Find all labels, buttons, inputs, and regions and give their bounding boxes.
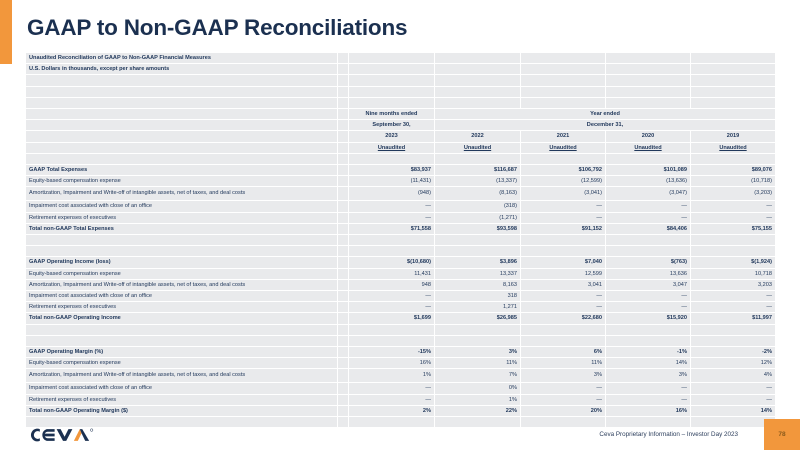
blank-cell (606, 153, 691, 164)
row-value-2020: (3,047) (606, 187, 691, 201)
row-label: Retirement expenses of executives (26, 302, 338, 313)
blank-row (26, 86, 776, 97)
year-header-2023: 2023 (349, 131, 435, 142)
row-value-2022: 7% (435, 369, 521, 383)
row-value-2020: 16% (606, 405, 691, 416)
spacer-cell (338, 108, 349, 119)
blank-cell (606, 246, 691, 257)
nine-months-date-header: September 30, (349, 120, 435, 131)
row-value-2019: $75,155 (691, 223, 776, 234)
row-value-2021: — (521, 302, 606, 313)
spacer-cell (338, 346, 349, 357)
spacer-cell (338, 257, 349, 268)
row-value-2022: 3% (435, 346, 521, 357)
spacer-cell (338, 97, 349, 108)
blank-cell (606, 416, 691, 427)
row-value-2022: 0% (435, 383, 521, 394)
blank-cell (435, 86, 521, 97)
blank-cell (26, 97, 338, 108)
caption-line-2: U.S. Dollars in thousands, except per share amounts (26, 64, 338, 75)
audit-label-2023: Unaudited (349, 142, 435, 153)
row-value-2023: (948) (349, 187, 435, 201)
spacer-cell (338, 369, 349, 383)
spacer-cell (338, 75, 349, 86)
blank-cell (349, 97, 435, 108)
table-row (26, 164, 776, 175)
row-label: Total non-GAAP Operating Margin ($) (26, 405, 338, 416)
blank-cell (349, 335, 435, 346)
row-value-2021: — (521, 383, 606, 394)
year-header-row (26, 131, 776, 142)
row-value-2023: 1% (349, 369, 435, 383)
row-label: Retirement expenses of executives (26, 394, 338, 405)
row-label: Amortization, Impairment and Write-off of intangible assets, net of taxes, and deal costs (26, 187, 338, 201)
row-value-2021: — (521, 212, 606, 223)
nine-months-group-header: Nine months ended (349, 108, 435, 119)
row-value-2020: $15,920 (606, 313, 691, 324)
spacer-cell (338, 290, 349, 301)
blank-cell (26, 75, 338, 86)
year-ended-date-header: December 31, (435, 120, 776, 131)
spacer-cell (338, 313, 349, 324)
row-value-2019: 12% (691, 358, 776, 369)
row-value-2022: (8,163) (435, 187, 521, 201)
row-value-2023: — (349, 290, 435, 301)
blank-cell (521, 324, 606, 335)
row-value-2020: -1% (606, 346, 691, 357)
row-value-2022: $93,598 (435, 223, 521, 234)
blank-row (26, 324, 776, 335)
blank-cell (435, 416, 521, 427)
caption-filler-cell (606, 64, 691, 75)
row-value-2019: — (691, 201, 776, 212)
blank-row (26, 75, 776, 86)
row-value-2020: 3% (606, 369, 691, 383)
table-row (26, 358, 776, 369)
blank-cell (521, 335, 606, 346)
reconciliation-table (25, 52, 776, 428)
spacer-cell (338, 131, 349, 142)
spacer-cell (338, 223, 349, 234)
row-label: Retirement expenses of executives (26, 212, 338, 223)
row-label: GAAP Operating Income (loss) (26, 257, 338, 268)
blank-cell (691, 416, 776, 427)
row-value-2023: $1,699 (349, 313, 435, 324)
blank-cell (521, 246, 606, 257)
spacer-cell (338, 405, 349, 416)
row-value-2022: $26,985 (435, 313, 521, 324)
blank-cell (26, 108, 338, 119)
row-value-2021: 20% (521, 405, 606, 416)
spacer-cell (338, 279, 349, 290)
row-value-2023: 948 (349, 279, 435, 290)
row-value-2020: 13,636 (606, 268, 691, 279)
table-row (26, 279, 776, 290)
row-value-2023: 2% (349, 405, 435, 416)
table-body (26, 53, 776, 428)
blank-cell (691, 97, 776, 108)
blank-cell (26, 86, 338, 97)
blank-row (26, 416, 776, 427)
year-header-2019: 2019 (691, 131, 776, 142)
spacer-cell (338, 335, 349, 346)
row-value-2019: $11,997 (691, 313, 776, 324)
row-value-2019: 4% (691, 369, 776, 383)
period-group-header-row (26, 108, 776, 119)
spacer-cell (338, 416, 349, 427)
year-header-2022: 2022 (435, 131, 521, 142)
spacer-cell (338, 176, 349, 187)
caption-filler-cell (521, 64, 606, 75)
spacer-cell (338, 383, 349, 394)
blank-cell (349, 86, 435, 97)
table-row (26, 290, 776, 301)
blank-cell (606, 97, 691, 108)
orange-accent-bar (0, 0, 12, 64)
year-header-2020: 2020 (606, 131, 691, 142)
row-value-2020: $(763) (606, 257, 691, 268)
row-value-2020: — (606, 212, 691, 223)
page-title: GAAP to Non-GAAP Reconciliations (27, 15, 408, 40)
blank-row (26, 97, 776, 108)
row-label: Equity-based compensation expense (26, 358, 338, 369)
row-value-2023: — (349, 302, 435, 313)
row-label: Amortization, Impairment and Write-off of intangible assets, net of taxes, and deal costs (26, 279, 338, 290)
table-row (26, 212, 776, 223)
audit-label-2019: Unaudited (691, 142, 776, 153)
row-value-2023: — (349, 201, 435, 212)
caption-filler-cell (521, 53, 606, 64)
row-value-2020: 3,047 (606, 279, 691, 290)
audit-label-2021: Unaudited (521, 142, 606, 153)
spacer-cell (338, 394, 349, 405)
blank-cell (26, 335, 338, 346)
row-value-2021: $7,040 (521, 257, 606, 268)
row-value-2021: $91,152 (521, 223, 606, 234)
row-label: Amortization, Impairment and Write-off of intangible assets, net of taxes, and deal costs (26, 369, 338, 383)
blank-cell (691, 153, 776, 164)
blank-cell (435, 234, 521, 245)
row-value-2019: — (691, 383, 776, 394)
row-label: GAAP Operating Margin (%) (26, 346, 338, 357)
row-value-2022: $116,687 (435, 164, 521, 175)
row-value-2021: 11% (521, 358, 606, 369)
blank-cell (521, 416, 606, 427)
ceva-logo (27, 424, 101, 446)
blank-cell (606, 86, 691, 97)
row-label: Total non-GAAP Total Expenses (26, 223, 338, 234)
row-value-2021: (12,599) (521, 176, 606, 187)
blank-cell (691, 335, 776, 346)
spacer-cell (338, 53, 349, 64)
row-value-2019: 3,203 (691, 279, 776, 290)
spacer-cell (338, 120, 349, 131)
row-label: Impairment cost associated with close of an office (26, 290, 338, 301)
blank-cell (435, 153, 521, 164)
row-value-2020: (13,636) (606, 176, 691, 187)
row-value-2022: $3,896 (435, 257, 521, 268)
row-value-2019: — (691, 302, 776, 313)
blank-cell (349, 246, 435, 257)
spacer-cell (338, 64, 349, 75)
blank-cell (435, 335, 521, 346)
row-value-2023: $(10,680) (349, 257, 435, 268)
blank-cell (26, 324, 338, 335)
blank-cell (26, 153, 338, 164)
row-value-2022: 1% (435, 394, 521, 405)
row-label: GAAP Total Expenses (26, 164, 338, 175)
blank-cell (349, 416, 435, 427)
spacer-cell (338, 153, 349, 164)
caption-filler-cell (349, 53, 435, 64)
blank-cell (691, 75, 776, 86)
row-value-2020: — (606, 290, 691, 301)
row-value-2023: $83,937 (349, 164, 435, 175)
spacer-cell (338, 268, 349, 279)
page-number-badge: 78 (764, 419, 800, 450)
audit-status-header-row (26, 142, 776, 153)
row-value-2022: (318) (435, 201, 521, 212)
table-row (26, 201, 776, 212)
row-value-2021: 3% (521, 369, 606, 383)
year-ended-group-header: Year ended (435, 108, 776, 119)
spacer-cell (338, 164, 349, 175)
table-row (26, 383, 776, 394)
row-value-2022: 8,163 (435, 279, 521, 290)
blank-cell (349, 75, 435, 86)
blank-cell (435, 97, 521, 108)
row-value-2019: 10,718 (691, 268, 776, 279)
row-value-2021: — (521, 290, 606, 301)
row-value-2020: $101,089 (606, 164, 691, 175)
spacer-cell (338, 324, 349, 335)
spacer-cell (338, 187, 349, 201)
caption-filler-cell (691, 64, 776, 75)
row-value-2023: $71,558 (349, 223, 435, 234)
row-value-2023: — (349, 383, 435, 394)
spacer-cell (338, 86, 349, 97)
row-value-2019: — (691, 212, 776, 223)
blank-cell (26, 234, 338, 245)
footer-note: Ceva Proprietary Information – Investor Day 2023 (599, 431, 738, 438)
row-label: Impairment cost associated with close of an office (26, 383, 338, 394)
blank-cell (521, 86, 606, 97)
row-value-2020: — (606, 201, 691, 212)
table-row (26, 394, 776, 405)
blank-cell (521, 153, 606, 164)
row-value-2020: — (606, 394, 691, 405)
row-value-2019: $89,076 (691, 164, 776, 175)
row-value-2021: — (521, 201, 606, 212)
row-label: Total non-GAAP Operating Income (26, 313, 338, 324)
row-value-2022: (1,271) (435, 212, 521, 223)
caption-row-1 (26, 53, 776, 64)
blank-cell (349, 153, 435, 164)
spacer-cell (338, 212, 349, 223)
row-value-2019: $(1,924) (691, 257, 776, 268)
blank-cell (606, 234, 691, 245)
row-value-2023: — (349, 212, 435, 223)
row-value-2022: (13,337) (435, 176, 521, 187)
row-value-2023: (11,431) (349, 176, 435, 187)
row-label: Equity-based compensation expense (26, 268, 338, 279)
row-value-2021: $22,680 (521, 313, 606, 324)
blank-cell (606, 324, 691, 335)
row-value-2019: -2% (691, 346, 776, 357)
blank-cell (606, 335, 691, 346)
caption-line-1: Unaudited Reconciliation of GAAP to Non-GAAP Financial Measures (26, 53, 338, 64)
table-row (26, 313, 776, 324)
blank-cell (435, 324, 521, 335)
blank-cell (521, 234, 606, 245)
caption-row-2 (26, 64, 776, 75)
row-value-2021: $106,792 (521, 164, 606, 175)
table-row (26, 187, 776, 201)
row-value-2021: 6% (521, 346, 606, 357)
blank-cell (349, 234, 435, 245)
row-value-2023: 16% (349, 358, 435, 369)
blank-row (26, 153, 776, 164)
financial-table-container (25, 52, 775, 428)
row-value-2021: (3,041) (521, 187, 606, 201)
blank-row (26, 234, 776, 245)
row-value-2022: 11% (435, 358, 521, 369)
table-row (26, 405, 776, 416)
caption-filler-cell (691, 53, 776, 64)
table-row (26, 268, 776, 279)
row-label: Equity-based compensation expense (26, 176, 338, 187)
caption-filler-cell (435, 64, 521, 75)
row-value-2019: — (691, 290, 776, 301)
blank-cell (349, 324, 435, 335)
row-value-2020: — (606, 383, 691, 394)
row-value-2019: (3,203) (691, 187, 776, 201)
blank-cell (691, 86, 776, 97)
spacer-cell (338, 358, 349, 369)
blank-cell (435, 75, 521, 86)
row-value-2020: $84,406 (606, 223, 691, 234)
row-value-2023: — (349, 394, 435, 405)
blank-cell (521, 75, 606, 86)
table-row (26, 346, 776, 357)
blank-row (26, 335, 776, 346)
blank-cell (606, 75, 691, 86)
blank-cell (691, 246, 776, 257)
period-date-header-row (26, 120, 776, 131)
spacer-cell (338, 302, 349, 313)
row-value-2023: 11,431 (349, 268, 435, 279)
row-value-2021: — (521, 394, 606, 405)
blank-cell (521, 97, 606, 108)
spacer-cell (338, 234, 349, 245)
row-value-2020: — (606, 302, 691, 313)
year-header-2021: 2021 (521, 131, 606, 142)
blank-cell (691, 234, 776, 245)
blank-cell (26, 246, 338, 257)
row-value-2021: 12,599 (521, 268, 606, 279)
table-row (26, 257, 776, 268)
row-value-2021: 3,041 (521, 279, 606, 290)
spacer-cell (338, 201, 349, 212)
row-value-2019: — (691, 394, 776, 405)
blank-row (26, 246, 776, 257)
blank-cell (26, 142, 338, 153)
caption-filler-cell (435, 53, 521, 64)
table-row (26, 369, 776, 383)
table-row (26, 302, 776, 313)
table-row (26, 223, 776, 234)
blank-cell (26, 131, 338, 142)
row-label: Impairment cost associated with close of an office (26, 201, 338, 212)
audit-label-2022: Unaudited (435, 142, 521, 153)
row-value-2022: 13,337 (435, 268, 521, 279)
audit-label-2020: Unaudited (606, 142, 691, 153)
row-value-2022: 318 (435, 290, 521, 301)
row-value-2022: 1,271 (435, 302, 521, 313)
spacer-cell (338, 142, 349, 153)
row-value-2019: 14% (691, 405, 776, 416)
blank-cell (435, 246, 521, 257)
blank-cell (691, 324, 776, 335)
spacer-cell (338, 246, 349, 257)
row-value-2019: (10,718) (691, 176, 776, 187)
caption-filler-cell (349, 64, 435, 75)
caption-filler-cell (606, 53, 691, 64)
table-row (26, 176, 776, 187)
row-value-2020: 14% (606, 358, 691, 369)
row-value-2023: -15% (349, 346, 435, 357)
row-value-2022: 22% (435, 405, 521, 416)
blank-cell (26, 120, 338, 131)
